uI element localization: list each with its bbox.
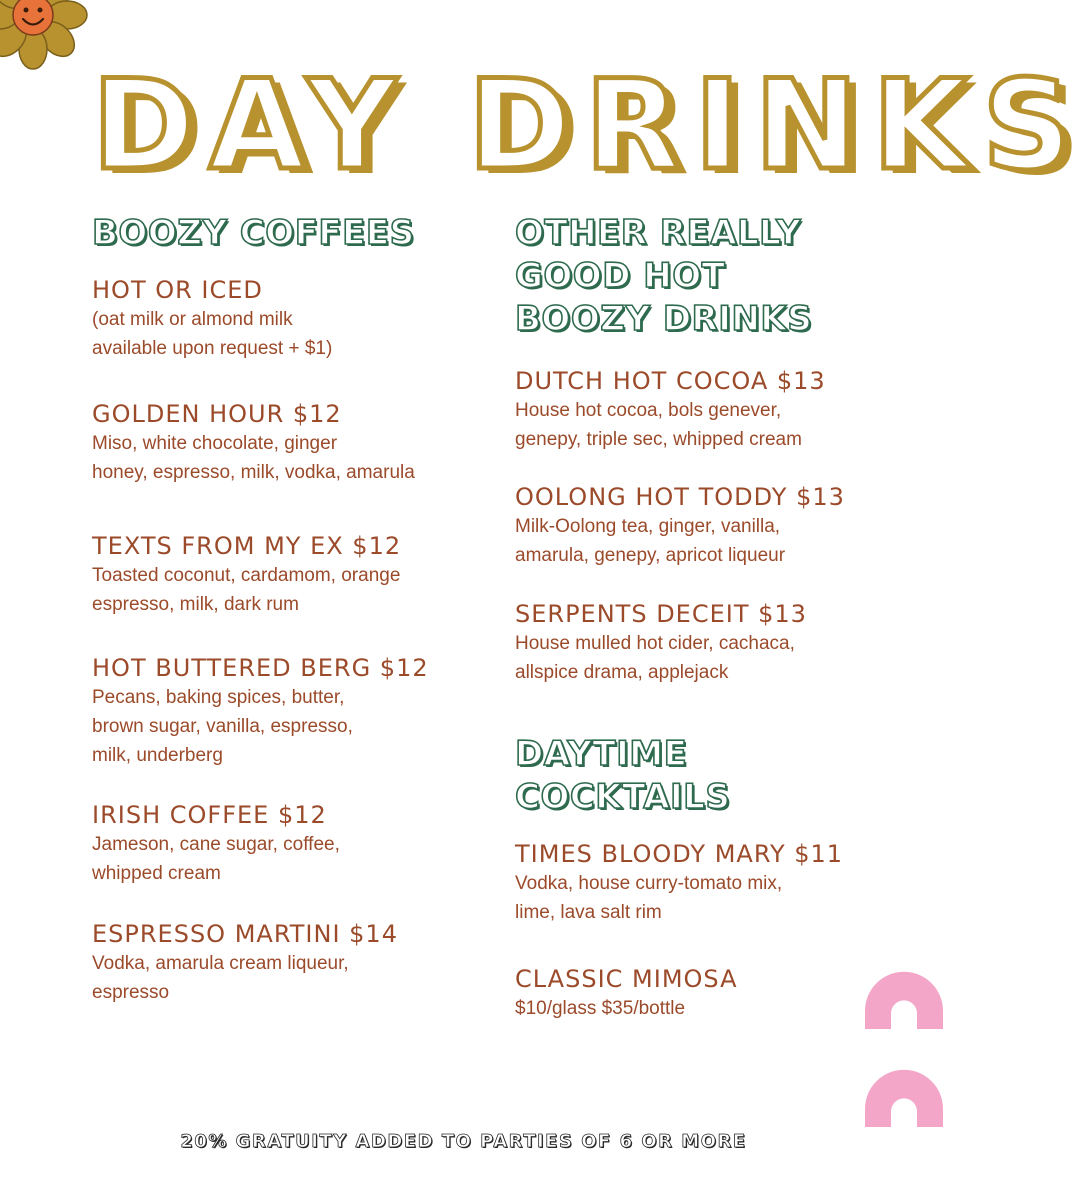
menu-item-name: ESPRESSO MARTINI $14: [92, 920, 398, 948]
menu-item: [515, 964, 915, 1023]
section-title-boozy-coffees: BOOZY COFFEES: [92, 213, 415, 253]
menu-item: [92, 919, 502, 1007]
menu-item: [515, 839, 915, 927]
menu-item-description: (oat milk or almond milk available upon request + $1): [92, 309, 333, 359]
menu-item-name: OOLONG HOT TODDY $13: [515, 483, 845, 511]
menu-item-name: GOLDEN HOUR $12: [92, 400, 342, 428]
menu-item: [92, 800, 502, 888]
menu-item-description: Miso, white chocolate, ginger honey, espresso, milk, vodka, amarula: [92, 433, 415, 483]
menu-item: [515, 599, 915, 687]
menu-item: [515, 482, 915, 570]
menu-item: [515, 366, 915, 454]
menu-item-name: DUTCH HOT COCOA $13: [515, 367, 826, 395]
menu-item-name: IRISH COFFEE $12: [92, 801, 327, 829]
menu-item-description: Toasted coconut, cardamom, orange espresso, milk, dark rum: [92, 565, 401, 615]
section-title-other-hot-drinks: OTHER REALLY GOOD HOT BOOZY DRINKS: [515, 213, 813, 339]
menu-item-name: HOT BUTTERED BERG $12: [92, 654, 429, 682]
menu-item: [92, 531, 502, 619]
menu-item: [92, 399, 502, 487]
section-title-daytime-cocktails: DAYTIME COCKTAILS: [515, 734, 731, 817]
menu-item: [92, 275, 502, 363]
menu-item-name: CLASSIC MIMOSA: [515, 965, 738, 993]
flower-icon: [0, 0, 88, 70]
menu-item-description: Vodka, amarula cream liqueur, espresso: [92, 953, 349, 1003]
gratuity-notice: 20% GRATUITY ADDED TO PARTIES OF 6 OR MORE: [180, 1131, 747, 1152]
menu-item-description: House mulled hot cider, cachaca, allspice drama, applejack: [515, 633, 795, 683]
menu-item-name: HOT OR ICED: [92, 276, 263, 304]
menu-item-name: TIMES BLOODY MARY $11: [515, 840, 844, 868]
menu-item: [92, 653, 502, 770]
menu-item-description: Milk-Oolong tea, ginger, vanilla, amarula, genepy, apricot liqueur: [515, 516, 786, 566]
menu-item-name: SERPENTS DECEIT $13: [515, 600, 807, 628]
menu-item-description: Pecans, baking spices, butter, brown sugar, vanilla, espresso, milk, underberg: [92, 687, 353, 766]
menu-item-description: House hot cocoa, bols genever, genepy, triple sec, whipped cream: [515, 400, 802, 450]
menu-item-name: TEXTS FROM MY EX $12: [92, 532, 402, 560]
menu-item-description: Jameson, cane sugar, coffee, whipped cream: [92, 834, 340, 884]
menu-item-description: Vodka, house curry-tomato mix, lime, lava salt rim: [515, 873, 783, 923]
menu-item-description: $10/glass $35/bottle: [515, 998, 686, 1019]
page-title: DAY DRINKS: [92, 54, 1086, 198]
